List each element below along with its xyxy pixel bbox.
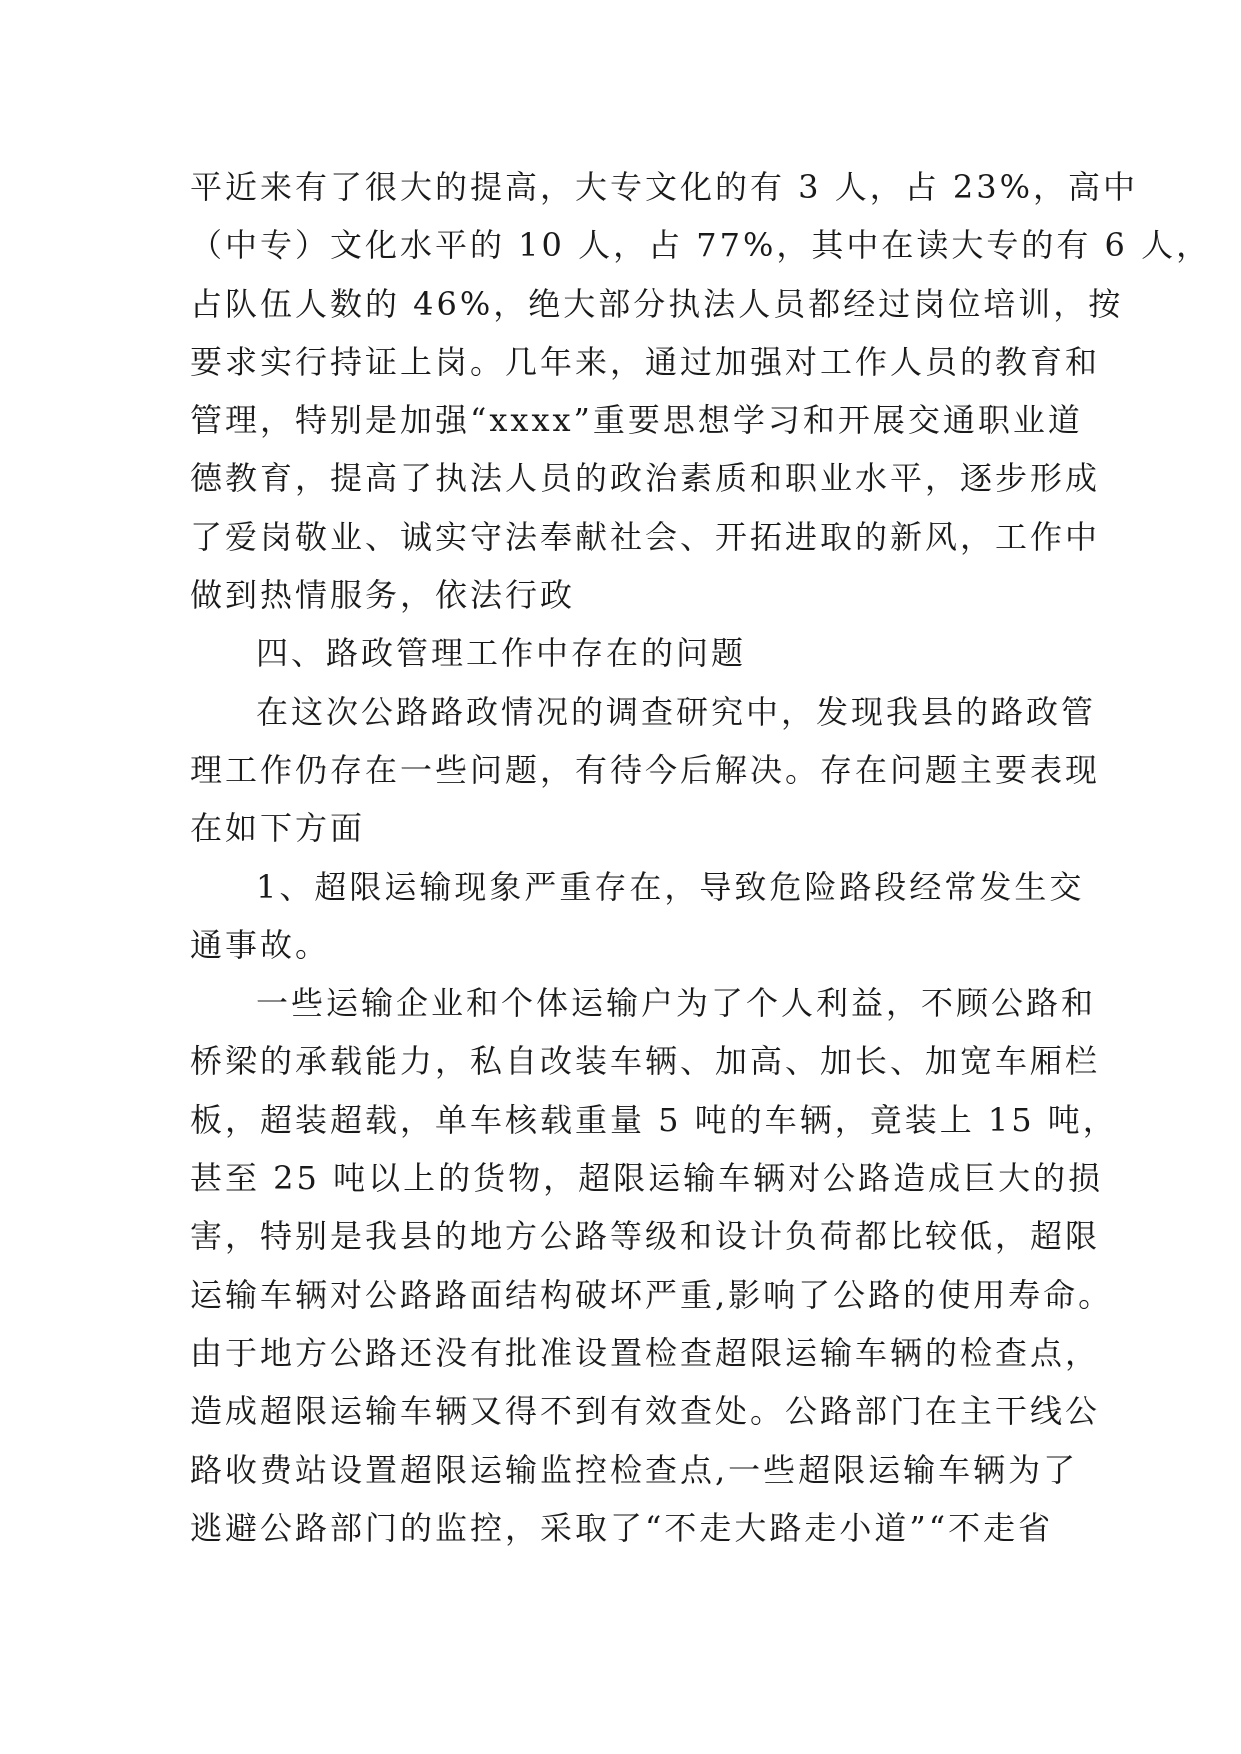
text-line: 1、超限运输现象严重存在，导致危险路段经常发生交: [256, 867, 1085, 906]
text-line: 要求实行持证上岗。几年来，通过加强对工作人员的教育和: [190, 342, 1101, 381]
text-line: （中专）文化水平的 10 人，占 77%，其中在读大专的有 6 人，: [190, 226, 1212, 265]
text-line: 在如下方面: [190, 809, 366, 848]
text-line: 了爱岗敬业、诚实守法奉献社会、开拓进取的新风，工作中: [190, 517, 1101, 556]
text-line: 一些运输企业和个体运输户为了个人利益，不顾公路和: [256, 984, 1097, 1023]
text-line: 桥梁的承载能力，私自改装车辆、加高、加长、加宽车厢栏: [190, 1042, 1101, 1081]
text-line: 管理，特别是加强“xxxx”重要思想学习和开展交通职业道: [190, 401, 1083, 440]
text-line: 运输车辆对公路路面结构破坏严重,影响了公路的使用寿命。: [190, 1275, 1114, 1314]
text-line: 做到热情服务，依法行政: [190, 576, 576, 615]
text-line: 路收费站设置超限运输监控检查点,一些超限运输车辆为了: [190, 1450, 1079, 1489]
text-line: 四、路政管理工作中存在的问题: [256, 634, 747, 673]
text-line: 德教育，提高了执法人员的政治素质和职业水平，逐步形成: [190, 459, 1101, 498]
document-body: [190, 158, 1212, 1557]
text-line: 平近来有了很大的提高，大专文化的有 3 人，占 23%，高中: [190, 168, 1139, 206]
text-line: 由于地方公路还没有批准设置检查超限运输车辆的检查点，: [190, 1333, 1101, 1372]
text-line: 造成超限运输车辆又得不到有效查处。公路部门在主干线公: [190, 1392, 1101, 1431]
text-line: 通事故。: [190, 925, 331, 964]
text-line: 害，特别是我县的地方公路等级和设计负荷都比较低，超限: [190, 1217, 1101, 1256]
text-line: 在这次公路路政情况的调查研究中，发现我县的路政管: [256, 692, 1097, 731]
text-line: 板，超装超载，单车核载重量 5 吨的车辆，竟装上 15 吨，: [190, 1100, 1118, 1139]
text-line: 占队伍人数的 46%，绝大部分执法人员都经过岗位培训，按: [190, 284, 1124, 323]
text-line: 理工作仍存在一些问题，有待今后解决。存在问题主要表现: [190, 750, 1101, 789]
text-line: 逃避公路部门的监控，采取了“不走大路走小道”“不走省: [190, 1508, 1054, 1547]
text-line: 甚至 25 吨以上的货物，超限运输车辆对公路造成巨大的损: [190, 1159, 1104, 1198]
